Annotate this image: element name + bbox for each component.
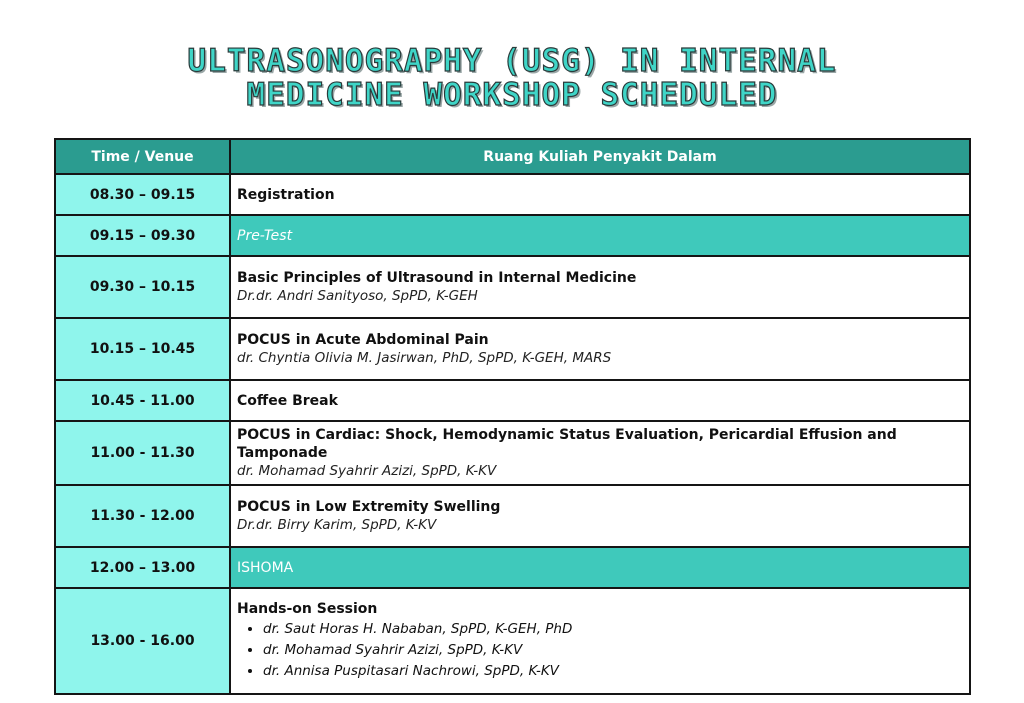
list-item: • dr. Annisa Puspitasari Nachrowi, SpPD, K-KV bbox=[263, 661, 963, 682]
table-row bbox=[55, 588, 970, 694]
time-cell: 08.30 – 09.15 bbox=[55, 174, 230, 215]
activity-cell bbox=[230, 588, 970, 694]
table-row bbox=[55, 256, 970, 318]
time-venue-header: Time / Venue bbox=[55, 139, 230, 174]
page-title-line-2: MEDICINE WORKSHOP SCHEDULED bbox=[246, 77, 778, 113]
list-item: • dr. Mohamad Syahrir Azizi, SpPD, K-KV bbox=[263, 640, 963, 661]
activity-cell bbox=[230, 421, 970, 485]
time-cell: 11.00 - 11.30 bbox=[55, 421, 230, 485]
table-row bbox=[55, 485, 970, 547]
time-cell: 09.15 – 09.30 bbox=[55, 215, 230, 256]
activity-title: Pre-Test bbox=[237, 227, 293, 244]
activity-cell bbox=[230, 318, 970, 380]
schedule-table bbox=[54, 138, 971, 695]
venue-header: Ruang Kuliah Penyakit Dalam bbox=[230, 139, 970, 174]
activity-title: POCUS in Acute Abdominal Pain bbox=[237, 332, 489, 348]
speaker-name: Dr.dr. Birry Karim, SpPD, K-KV bbox=[237, 517, 437, 533]
table-row bbox=[55, 547, 970, 588]
activity-title: Hands-on Session bbox=[237, 601, 378, 617]
list-item: • dr. Saut Horas H. Nababan, SpPD, K-GEH, PhD bbox=[263, 619, 963, 640]
time-cell: 10.15 – 10.45 bbox=[55, 318, 230, 380]
time-cell: 09.30 – 10.15 bbox=[55, 256, 230, 318]
activity-title: Coffee Break bbox=[237, 392, 338, 409]
page-title-line-1: ULTRASONOGRAPHY (USG) IN INTERNAL bbox=[187, 43, 837, 79]
page-title bbox=[0, 44, 1024, 112]
table-row bbox=[55, 380, 970, 421]
activity-title: Registration bbox=[237, 186, 335, 203]
activity-title: POCUS in Cardiac: Shock, Hemodynamic Status Evaluation, Pericardial Effusion and Tamponade bbox=[237, 427, 897, 461]
table-row bbox=[55, 421, 970, 485]
time-cell: 12.00 – 13.00 bbox=[55, 547, 230, 588]
time-cell: 11.30 - 12.00 bbox=[55, 485, 230, 547]
activity-cell bbox=[230, 547, 970, 588]
speaker-name: Dr.dr. Andri Sanityoso, SpPD, K-GEH bbox=[237, 288, 478, 304]
time-cell: 10.45 - 11.00 bbox=[55, 380, 230, 421]
activity-title: Basic Principles of Ultrasound in Internal Medicine bbox=[237, 270, 637, 286]
speaker-list bbox=[237, 619, 963, 682]
time-cell: 13.00 - 16.00 bbox=[55, 588, 230, 694]
speaker-name: dr. Chyntia Olivia M. Jasirwan, PhD, SpPD, K-GEH, MARS bbox=[237, 350, 612, 366]
table-row bbox=[55, 174, 970, 215]
activity-title: POCUS in Low Extremity Swelling bbox=[237, 499, 501, 515]
speaker-name: dr. Mohamad Syahrir Azizi, SpPD, K-KV bbox=[237, 463, 497, 479]
table-row bbox=[55, 215, 970, 256]
table-row bbox=[55, 318, 970, 380]
activity-title: ISHOMA bbox=[237, 559, 294, 576]
activity-cell bbox=[230, 256, 970, 318]
activity-cell bbox=[230, 485, 970, 547]
activity-cell bbox=[230, 380, 970, 421]
header-row bbox=[55, 139, 970, 174]
activity-cell bbox=[230, 215, 970, 256]
activity-cell bbox=[230, 174, 970, 215]
